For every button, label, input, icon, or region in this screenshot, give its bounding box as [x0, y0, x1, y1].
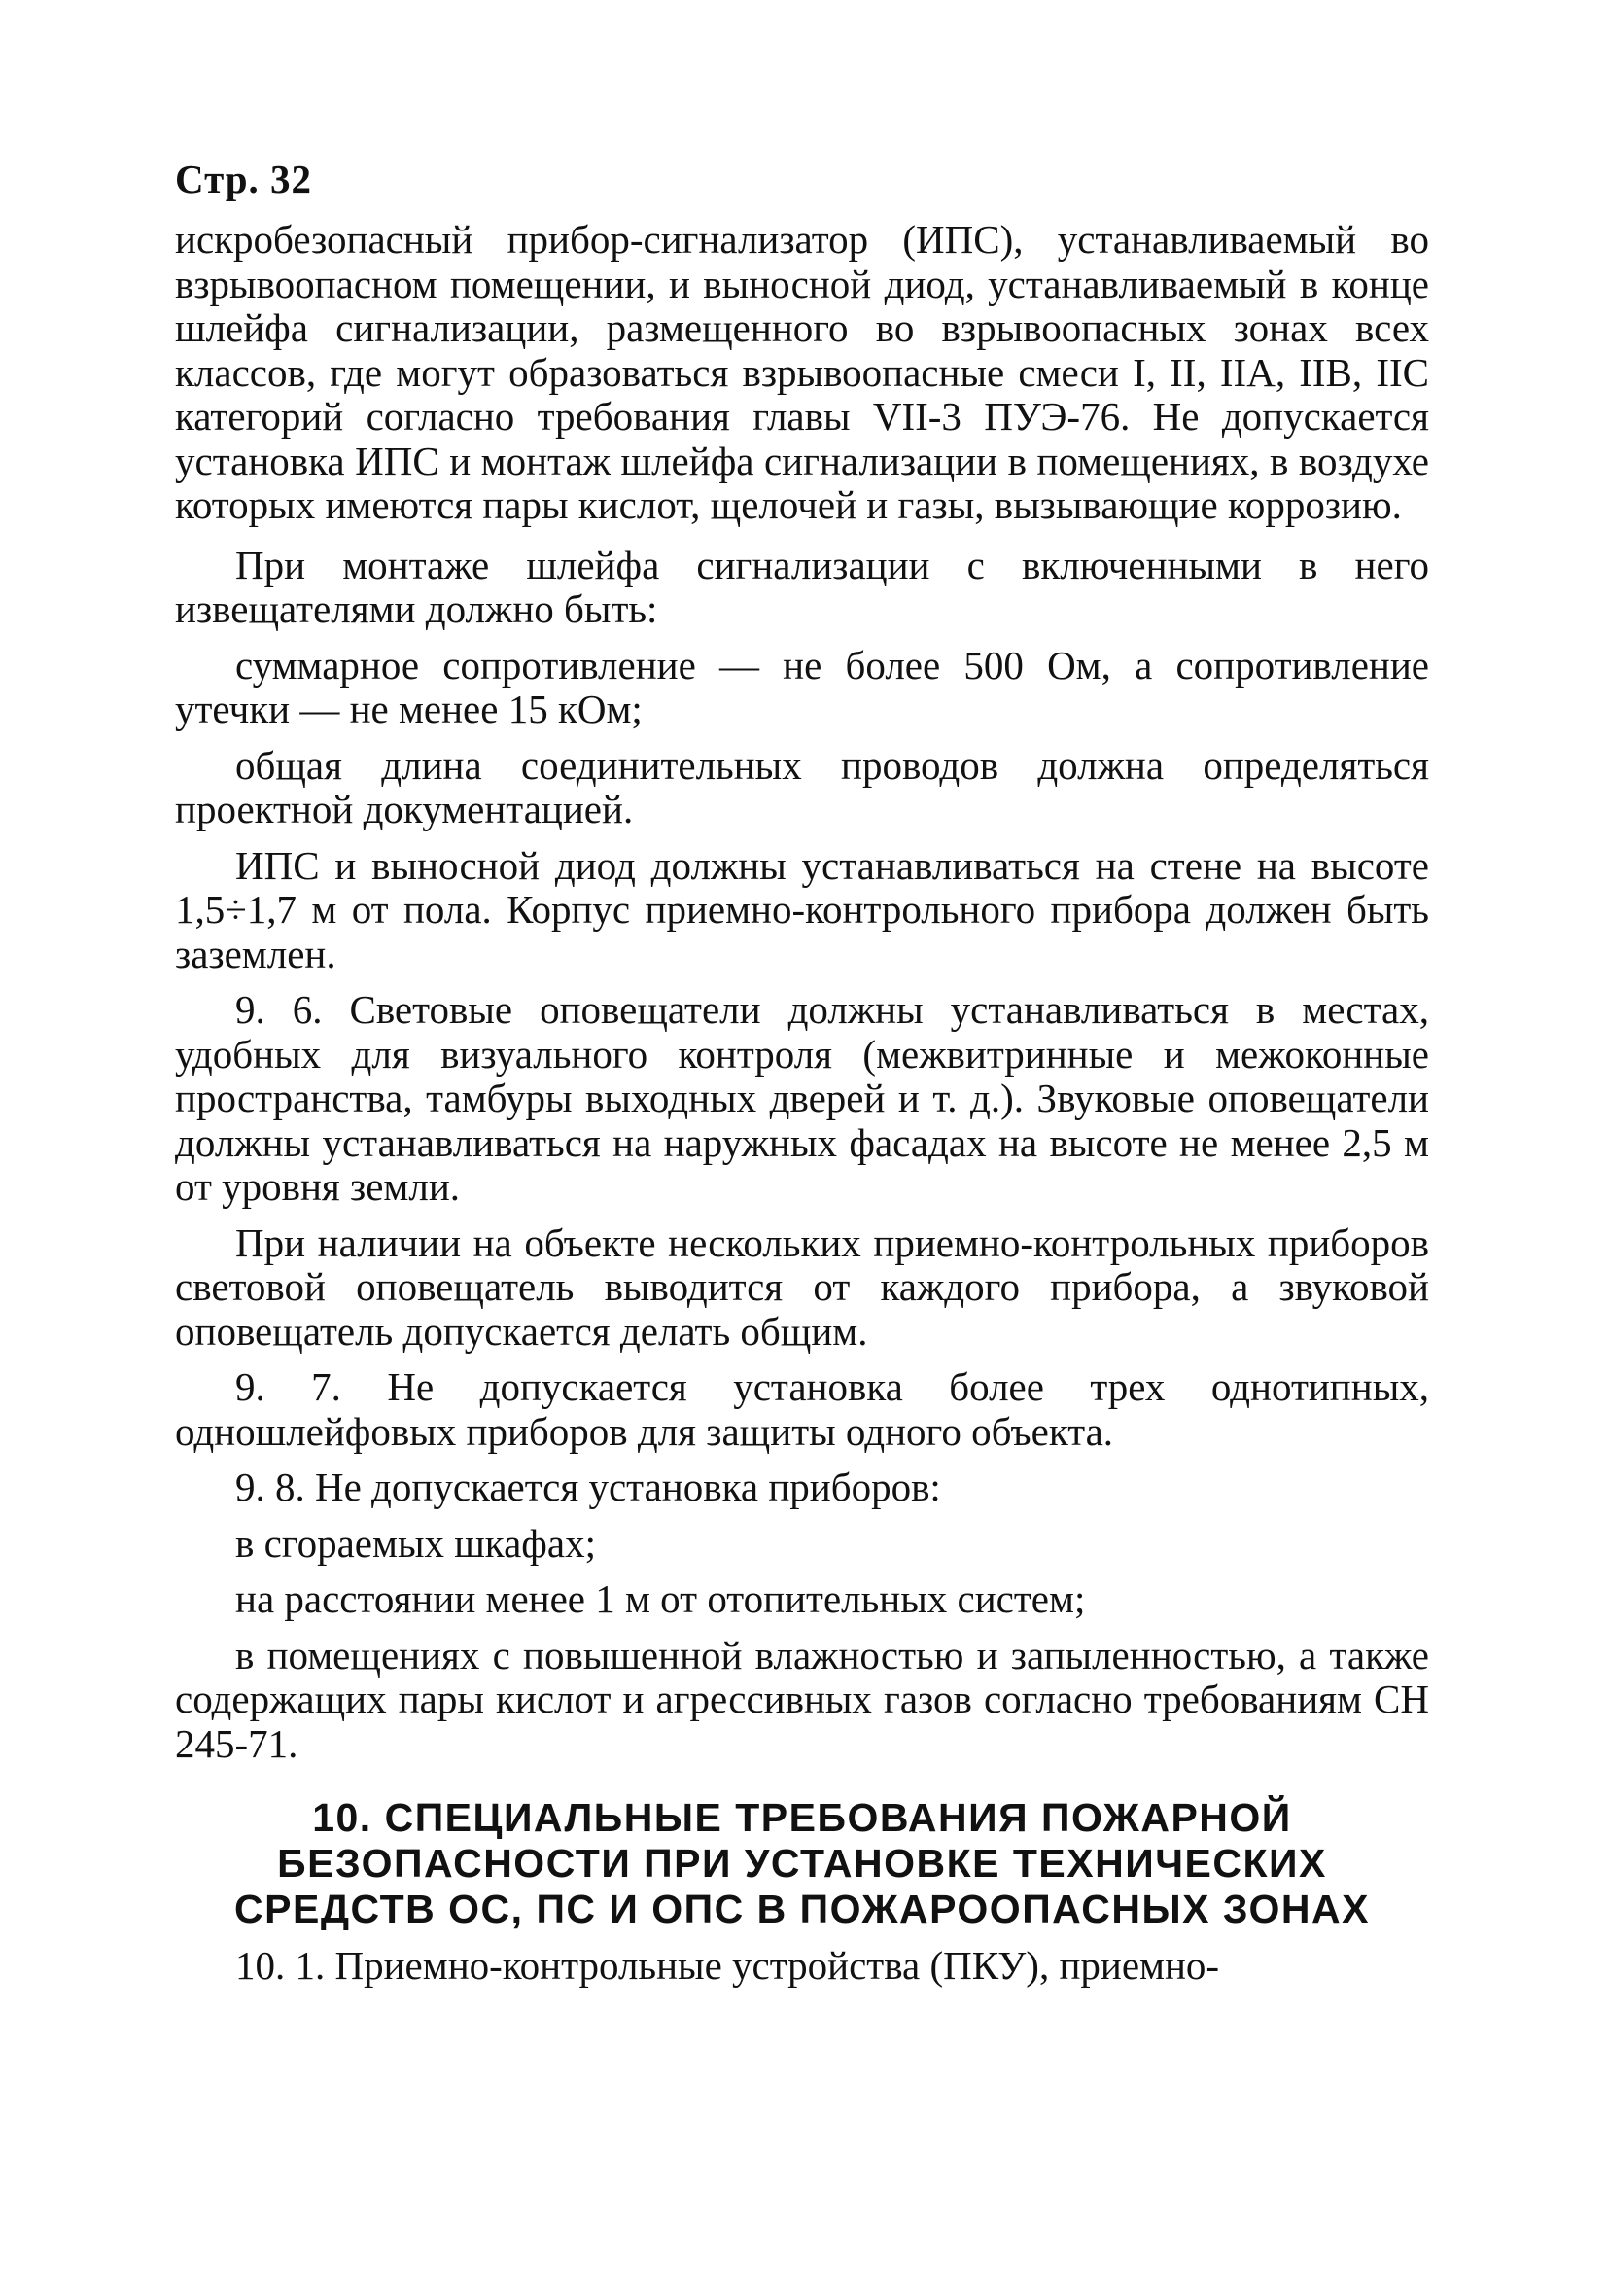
paragraph-9-6: 9. 6. Световые оповещатели должны устанавливаться в местах, удобных для визуального контроля (межвитринные и межоконные пространства, тамбуры выходных дверей и т. д.). Звуковые оповещатели должны устанавливаться на наружных фасадах на высоте не менее 2,5 м от уровня земли.	[175, 987, 1429, 1209]
section-10-heading-line-3: СРЕДСТВ ОС, ПС И ОПС В ПОЖАРООПАСНЫХ ЗОНАХ	[234, 1887, 1370, 1931]
paragraph-resistance: суммарное сопротивление — не более 500 Ом, а сопротивление утечки — не менее 15 кОм;	[175, 642, 1429, 731]
paragraph-9-8: 9. 8. Не допускается установка приборов:	[235, 1465, 941, 1509]
section-10-heading-line-2: БЕЗОПАСНОСТИ ПРИ УСТАНОВКЕ ТЕХНИЧЕСКИХ	[277, 1841, 1327, 1886]
paragraph-10-1: 10. 1. Приемно-контрольные устройства (ПКУ), приемно-	[235, 1943, 1220, 1988]
paragraph-wire-length: общая длина соединительных проводов должна определяться проектной документацией.	[175, 742, 1429, 831]
paragraph-humidity: в помещениях с повышенной влажностью и запыленностью, а также содержащих пары кислот и агрессивных газов согласно требованиям СН 245-71.	[175, 1632, 1429, 1766]
paragraph-ips-mounting: ИПС и выносной диод должны устанавливаться на стене на высоте 1,5÷1,7 м от пола. Корпус приемно-контрольного прибора должен быть заземлен.	[175, 842, 1429, 976]
paragraph-loop-installation: При монтаже шлейфа сигнализации с включенными в него извещателями должно быть:	[175, 542, 1429, 631]
page-number: Стр. 32	[175, 157, 313, 201]
paragraph-9-7: 9. 7. Не допускается установка более трех однотипных, одношлейфовых приборов для защиты одного объекта.	[175, 1364, 1429, 1454]
paragraph-heating-distance: на расстоянии менее 1 м от отопительных систем;	[235, 1576, 1086, 1621]
document-page	[175, 156, 1429, 2000]
paragraph-combustible-cabinets: в сгораемых шкафах;	[235, 1520, 596, 1566]
paragraph-multiple-devices: При наличии на объекте нескольких приемно-контрольных приборов световой оповещатель выводится от каждого прибора, а звуковой оповещатель допускается делать общим.	[175, 1219, 1429, 1354]
paragraph-continuation: искробезопасный прибор-сигнализатор (ИПС), устанавливаемый во взрывоопасном помещении, и выносной диод, устанавливаемый в конце шлейфа сигнализации, размещенного во взрывоопасных зонах всех классов, где могут образоваться взрывоопасные смеси I, II, IIA, IIB, IIC категорий согласно требования главы VII-3 ПУЭ-76. Не допускается установка ИПС и монтаж шлейфа сигнализации в помещениях, в воздухе которых имеются пары кислот, щелочей и газы, вызывающие коррозию.	[175, 217, 1429, 527]
section-10-heading	[175, 1795, 1429, 1932]
section-10-heading-line-1: 10. СПЕЦИАЛЬНЫЕ ТРЕБОВАНИЯ ПОЖАРНОЙ	[312, 1795, 1292, 1840]
